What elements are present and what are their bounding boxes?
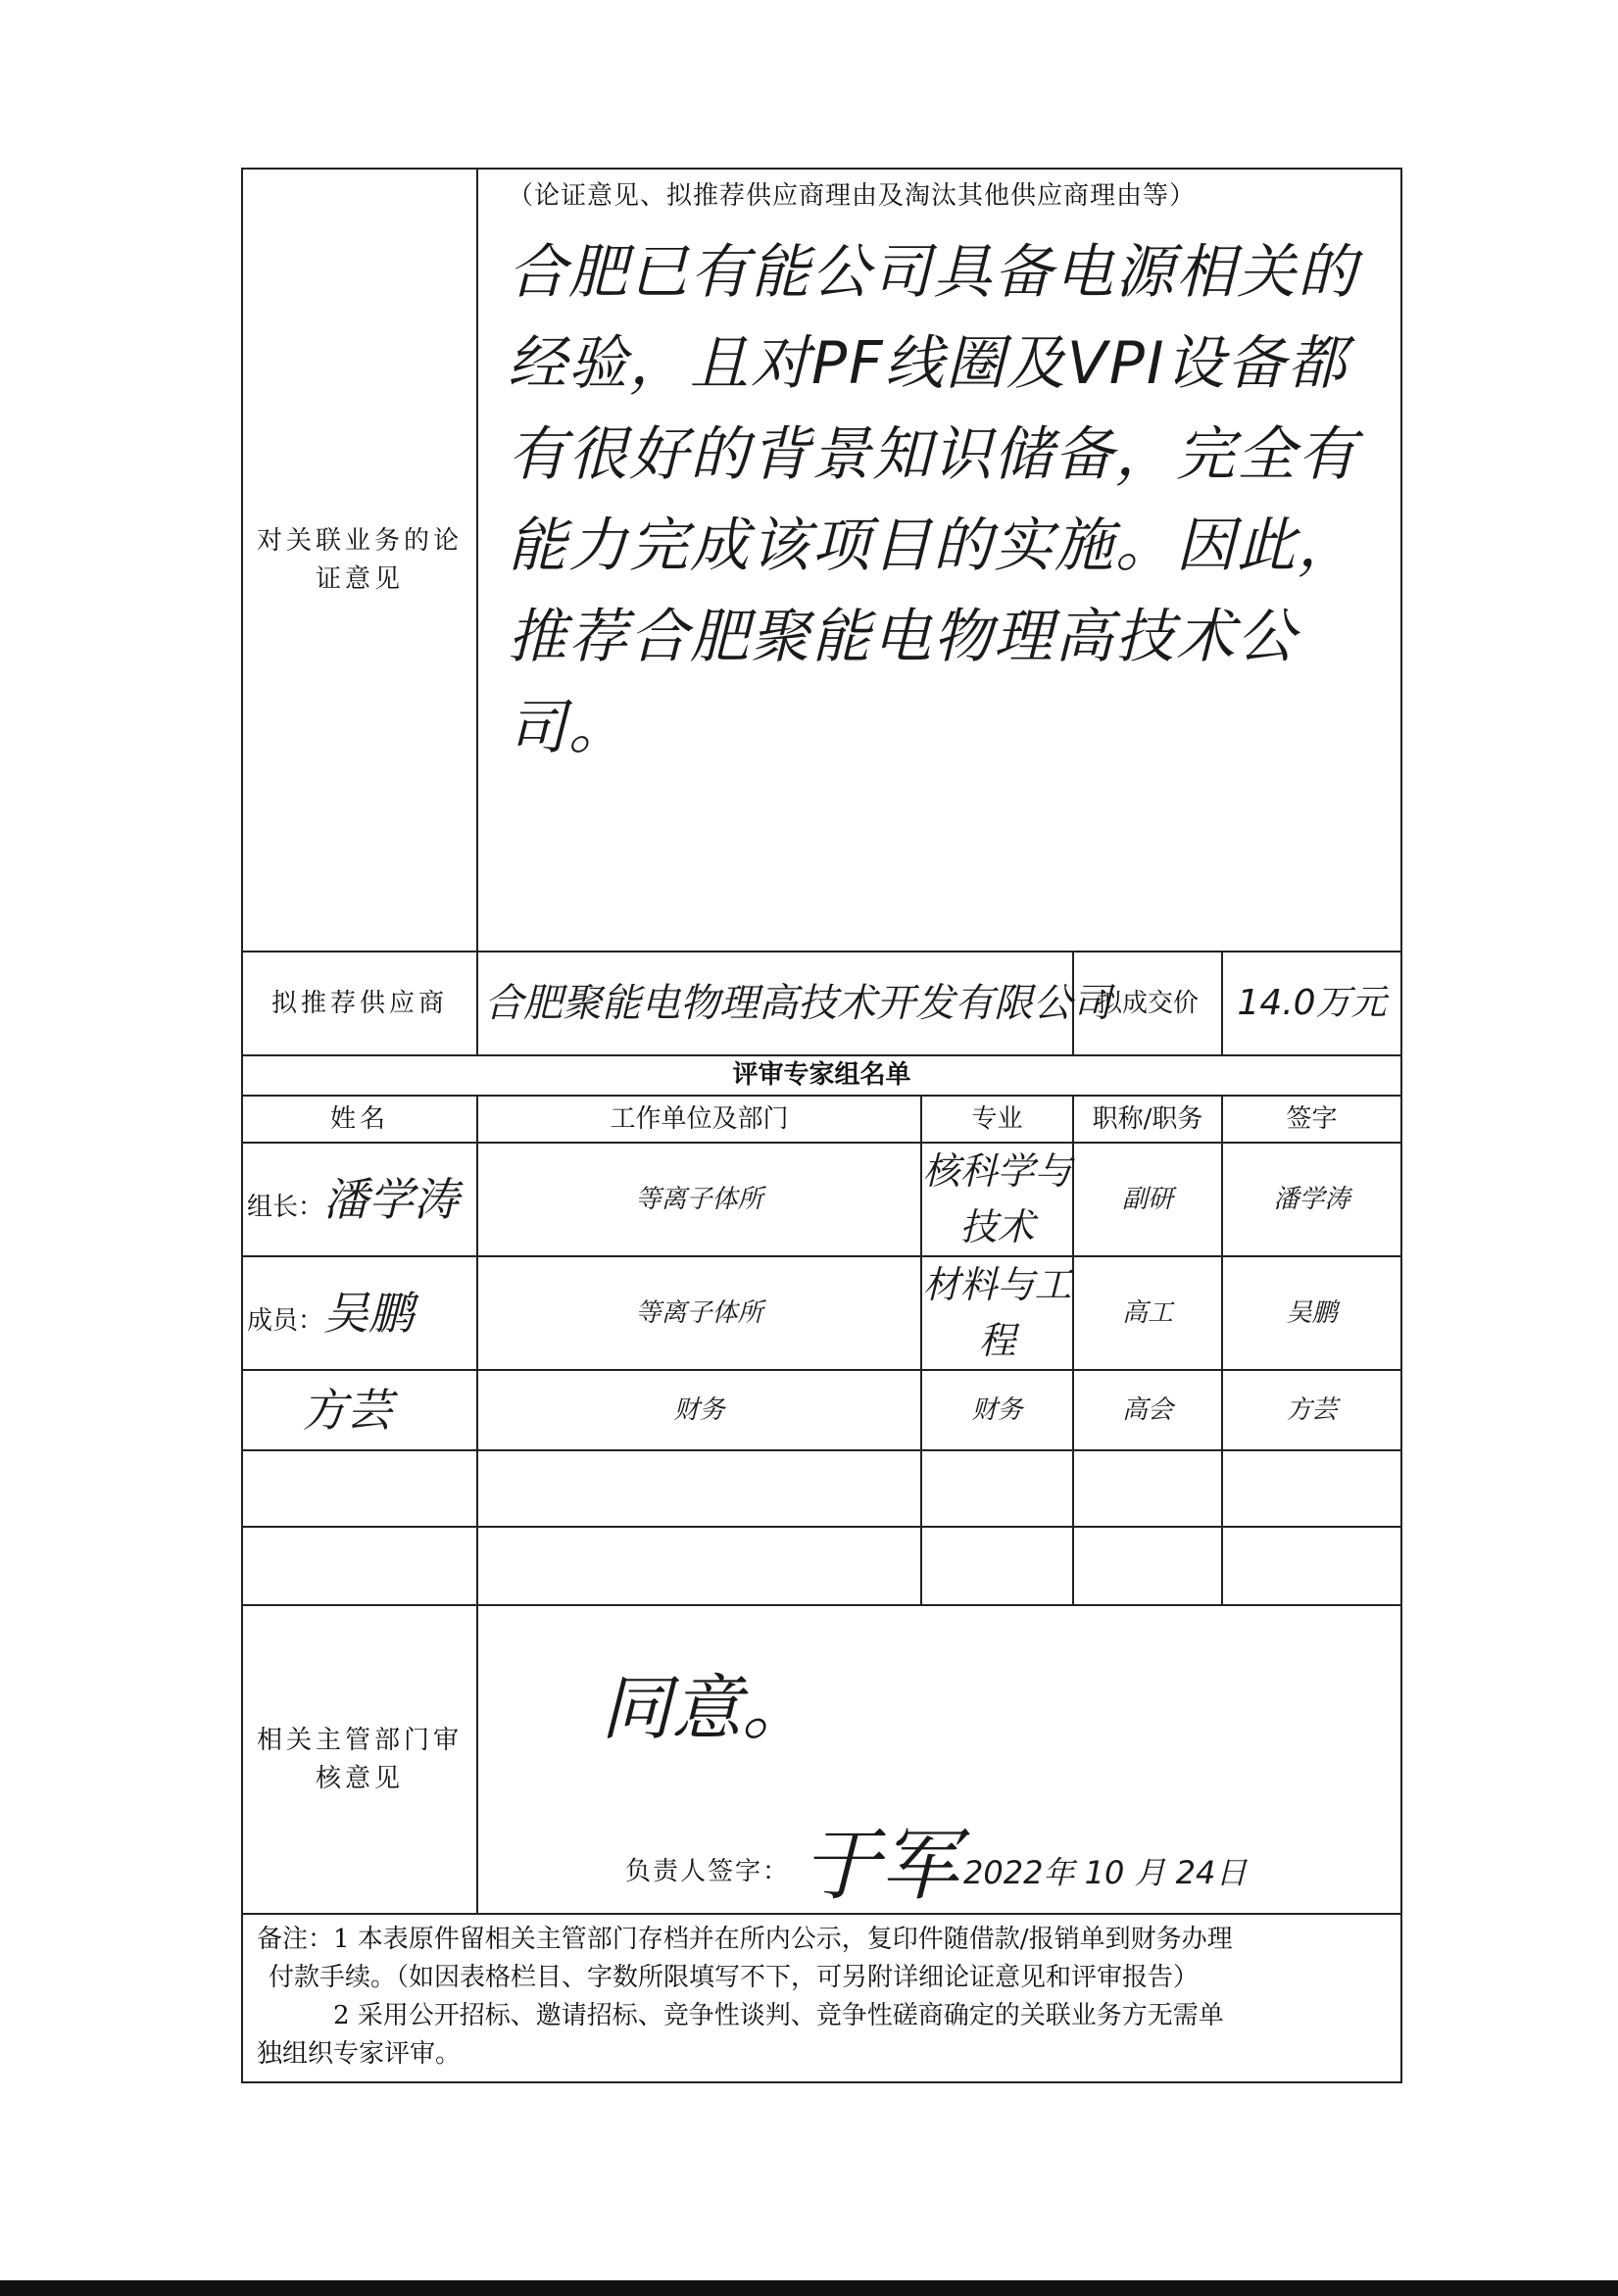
expert-title: 高会: [1073, 1370, 1222, 1450]
expert-row-empty: [242, 1527, 1401, 1605]
expert-name-cell: [242, 1256, 477, 1370]
expert-name-cell: [242, 1143, 477, 1256]
expert-row: [242, 1143, 1401, 1256]
expert-signature: [1222, 1450, 1401, 1527]
opinion-instruction: （论证意见、拟推荐供应商理由及淘汰其他供应商理由等）: [508, 181, 1197, 211]
expert-title: [1073, 1450, 1222, 1527]
supplier-name: 合肥聚能电物理高技术开发有限公司: [477, 952, 1073, 1055]
expert-role: 成员：: [247, 1305, 324, 1336]
price-label: 拟成交价: [1073, 952, 1222, 1055]
expert-name-cell: [242, 1450, 477, 1527]
expert-name-cell: [242, 1527, 477, 1605]
expert-row: [242, 1256, 1401, 1370]
related-business-review-form: [241, 168, 1402, 2083]
remark-line-3: 2 采用公开招标、邀请招标、竞争性谈判、竞争性磋商确定的关联业务方无需单: [333, 2001, 1224, 2030]
expert-name-cell: [242, 1370, 477, 1450]
department-opinion-content: [477, 1605, 1401, 1914]
expert-row: [242, 1370, 1401, 1450]
supplier-row: [242, 952, 1401, 1055]
remarks-row: [242, 1914, 1401, 2082]
expert-unit: 等离子体所: [477, 1143, 921, 1256]
opinion-row: [242, 169, 1401, 952]
expert-unit: 财务: [477, 1370, 921, 1450]
remarks: [242, 1914, 1401, 2082]
expert-name: 潘学涛: [323, 1172, 460, 1226]
signer-label: 负责人签字：: [625, 1857, 791, 1886]
expert-unit: 等离子体所: [477, 1256, 921, 1370]
expert-title: 副研: [1073, 1143, 1222, 1256]
remark-line-1: 备注：1 本表原件留相关主管部门存档并在所内公示，复印件随借款/报销单到财务办理: [257, 1925, 1233, 1954]
price-value: 14.0万元: [1222, 952, 1401, 1055]
expert-signature: [1222, 1527, 1401, 1605]
expert-title: [1073, 1527, 1222, 1605]
remark-line-4: 独组织专家评审。: [257, 2039, 462, 2069]
opinion-label-text: 对关联业务的论证意见: [256, 525, 463, 594]
expert-row-empty: [242, 1450, 1401, 1527]
supplier-label: [242, 952, 477, 1055]
opinion-content: [477, 169, 1401, 952]
expert-major: 核科学与技术: [921, 1143, 1073, 1256]
expert-name: 吴鹏: [323, 1286, 415, 1340]
expert-major: 材料与工程: [921, 1256, 1073, 1370]
signer-signature: 于军: [802, 1820, 958, 1911]
expert-signature: 方芸: [1222, 1370, 1401, 1450]
header-name: 姓名: [242, 1096, 477, 1143]
expert-header-row: [242, 1096, 1401, 1143]
header-sign: 签字: [1222, 1096, 1401, 1143]
sign-date: 2022年 10 月 24日: [963, 1854, 1248, 1891]
expert-unit: [477, 1450, 921, 1527]
expert-unit: [477, 1527, 921, 1605]
expert-name: 方芸: [302, 1383, 392, 1437]
expert-major: [921, 1527, 1073, 1605]
expert-signature: 潘学涛: [1222, 1143, 1401, 1256]
header-unit: 工作单位及部门: [477, 1096, 921, 1143]
scan-edge-band: [0, 2280, 1618, 2296]
expert-role: 组长：: [247, 1192, 324, 1222]
department-opinion-text: 同意。: [601, 1667, 813, 1749]
expert-signature: 吴鹏: [1222, 1256, 1401, 1370]
expert-title-row: [242, 1055, 1401, 1096]
header-major: 专业: [921, 1096, 1073, 1143]
expert-major: 财务: [921, 1370, 1073, 1450]
opinion-handwritten-text: 合肥已有能公司具备电源相关的经验，且对PF线圈及VPI设备都有很好的背景知识储备，完全有能力完成该项目的实施。因此，推荐合肥聚能电物理高技术公司。: [508, 238, 1358, 762]
remark-line-2: 付款手续。（如因表格栏目、字数所限填写不下，可另附详细论证意见和评审报告）: [269, 1963, 1200, 1992]
opinion-label: [242, 169, 477, 952]
department-label-text: 相关主管部门审核意见: [256, 1725, 463, 1793]
department-opinion-row: [242, 1605, 1401, 1914]
expert-title: 高工: [1073, 1256, 1222, 1370]
department-label: [242, 1605, 477, 1914]
supplier-label-text: 拟推荐供应商: [270, 988, 448, 1018]
expert-major: [921, 1450, 1073, 1527]
expert-list-title: 评审专家组名单: [242, 1055, 1401, 1096]
header-title: 职称/职务: [1073, 1096, 1222, 1143]
